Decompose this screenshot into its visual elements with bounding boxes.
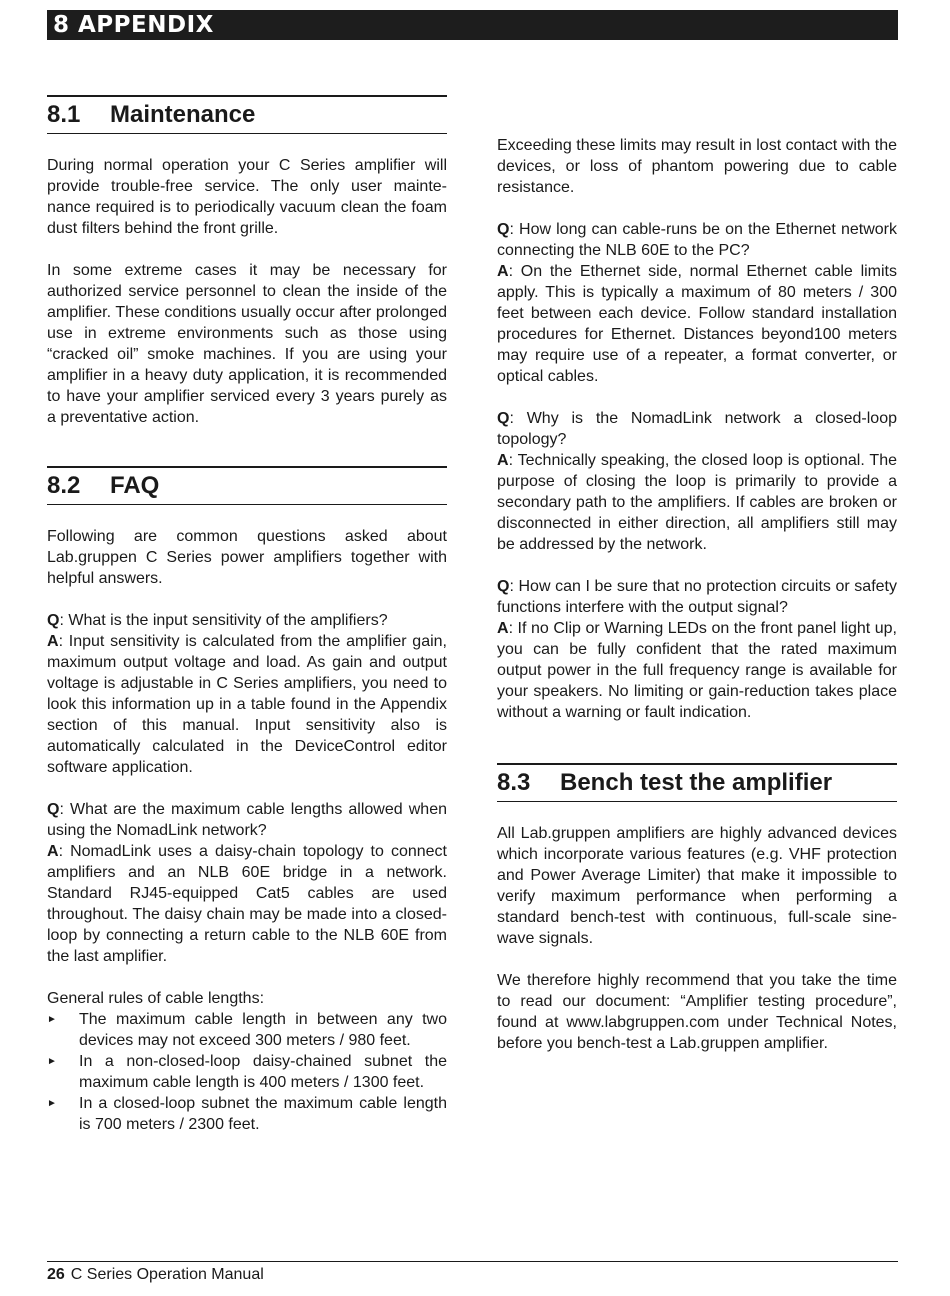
section-title: Bench test the amplifier (560, 769, 833, 796)
section-number: 8.3 (497, 769, 531, 796)
maintenance-paragraph: In some extreme cases it may be necessary for authorized service personnel to clean the inside of the amplifier. These conditions usually occur after prolonged use in extreme environments such as those using “cracked oil” smoke machines. If you are using your amplifier in a heavy duty application, it is recommended to have your amplifier serviced every 3 years purely as a preventative action. (47, 262, 447, 426)
page-footer (47, 1265, 264, 1285)
question-text: : How can I be sure that no protection circuits or safety functions interfere with the output signal? (497, 578, 897, 616)
right-column (497, 135, 897, 1054)
faq-item (497, 219, 897, 387)
answer-label: A (497, 620, 509, 637)
section-heading-bench-test (497, 763, 897, 802)
list-item (47, 1009, 447, 1051)
chapter-title: 8 APPENDIX (47, 10, 898, 40)
answer-label: A (497, 452, 509, 469)
section-heading-maintenance (47, 95, 447, 134)
answer-label: A (47, 633, 59, 650)
faq-intro: Following are common questions asked about Lab.gruppen C Series power amplifiers together with helpful answers. (47, 528, 447, 587)
question-text: : What is the input sensitivity of the amplifiers? (59, 612, 388, 629)
question-label: Q (497, 410, 510, 427)
answer-text: : Input sensitivity is calculated from the amplifier gain, maximum output voltage and load. As gain and output voltage is adjustable in C Series amplifiers, you need to look this information up in a table found in the Appendix section of this manual. Input sensitivity also is automatically calculated in the DeviceControl editor software application. (47, 633, 447, 776)
footer-divider (47, 1261, 898, 1262)
rule-text: The maximum cable length in between any two devices may not exceed 300 meters / 980 feet. (79, 1011, 447, 1049)
rule-text: In a non-closed-loop daisy-chained subnet the maximum cable length is 400 meters / 1300 feet. (79, 1053, 447, 1091)
answer-label: A (47, 843, 59, 860)
bench-paragraph: All Lab.gruppen amplifiers are highly advanced devices which incorporate various features (e.g. VHF protection and Power Average Limiter) that make it impossible to verify maximum performance when performing a standard bench-test with continuous, full-scale sine-wave signals. (497, 825, 897, 947)
question-label: Q (47, 801, 60, 818)
bullet-icon: ► (47, 1098, 57, 1109)
question-label: Q (497, 221, 510, 238)
cable-rules-list (47, 1009, 447, 1135)
bullet-icon: ► (47, 1056, 57, 1067)
left-column (47, 95, 447, 1135)
question-label: Q (497, 578, 510, 595)
bullet-icon: ► (47, 1014, 57, 1025)
section-number: 8.1 (47, 101, 81, 128)
answer-text: : Technically speaking, the closed loop is optional. The purpose of closing the loop is primarily to provide a secondary path to the amplifiers. If cables are broken or disconnected in either direction, all amplifiers still may be addressed by the network. (497, 452, 897, 553)
list-item (47, 1051, 447, 1093)
rules-heading: General rules of cable lengths: (47, 990, 265, 1007)
manual-title: C Series Operation Manual (70, 1266, 264, 1283)
section-number: 8.2 (47, 472, 81, 499)
faq-item (47, 610, 447, 778)
question-text: : How long can cable-runs be on the Ethernet network connecting the NLB 60E to the PC? (497, 221, 897, 259)
list-item (47, 1093, 447, 1135)
section-title: FAQ (110, 472, 160, 499)
answer-text: : On the Ethernet side, normal Ethernet cable limits apply. This is typically a maximum of 80 meters / 300 feet between each device. Follow standard installation procedures for Ethernet. Distances beyond100 meters may require use of a repeater, a format converter, or optical cables. (497, 263, 897, 385)
answer-text: : If no Clip or Warning LEDs on the front panel light up, you can be fully confident that the rated maximum output power in the full frequency range is available for your speakers. No limiting or gain-reduction takes place without a warning or fault indication. (497, 620, 897, 721)
faq-item (497, 576, 897, 723)
section-heading-faq (47, 466, 447, 505)
maintenance-paragraph: During normal operation your C Series amplifier will provide trouble-free service. The only user mainte-nance required is to periodically vacuum clean the foam dust filters behind the front grille. (47, 157, 447, 237)
question-text: : Why is the NomadLink network a closed-loop topology? (497, 410, 897, 448)
question-text: : What are the maximum cable lengths allowed when using the NomadLink network? (47, 801, 447, 839)
rule-text: In a closed-loop subnet the maximum cable length is 700 meters / 2300 feet. (79, 1095, 447, 1133)
faq-item (497, 408, 897, 555)
answer-label: A (497, 263, 509, 280)
question-label: Q (47, 612, 60, 629)
page-number: 26 (47, 1266, 65, 1283)
answer-text: : NomadLink uses a daisy-chain topology to connect amplifiers and an NLB 60E bridge in a network. Standard RJ45-equipped Cat5 cables are used throughout. The daisy chain may be made into a closed-loop by connecting a return cable to the NLB 60E from the last amplifier. (47, 843, 447, 965)
bench-paragraph: We therefore highly recommend that you take the time to read our document: “Amplifier testing procedure”, found at www.labgruppen.com under Technical Notes, before you bench-test a Lab.gruppen amplifier. (497, 972, 897, 1052)
limits-note: Exceeding these limits may result in lost contact with the devices, or loss of phantom powering due to cable resistance. (497, 137, 897, 196)
section-title: Maintenance (110, 101, 256, 128)
faq-item (47, 799, 447, 967)
